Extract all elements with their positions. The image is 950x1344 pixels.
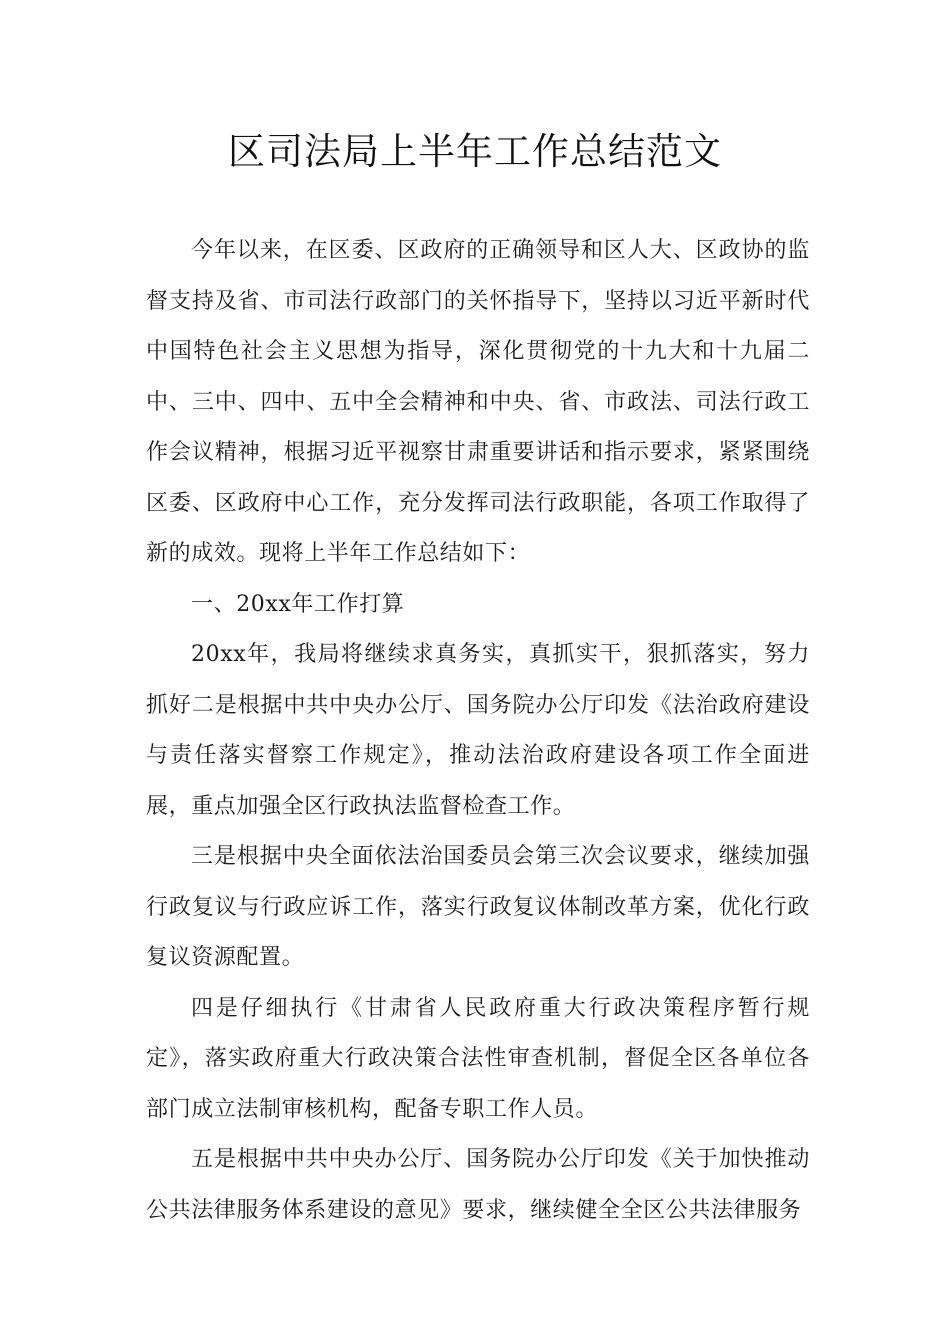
paragraph-item-three: 三是根据中央全面依法治国委员会第三次会议要求，继续加强行政复议与行政应诉工作，落实行政复议体制改革方案，优化行政复议资源配置。: [146, 844, 810, 970]
paragraph-item-four: 四是仔细执行《甘肃省人民政府重大行政决策程序暂行规定》，落实政府重大行政决策合法性审查机制，督促全区各单位各部门成立法制审核机构，配备专职工作人员。: [146, 995, 810, 1122]
section-heading-plan: 一、20xx年工作打算: [191, 591, 405, 617]
paragraph-intro: 今年以来，在区委、区政府的正确领导和区人大、区政协的监督支持及省、市司法行政部门的关怀指导下，坚持以习近平新时代中国特色社会主义思想为指导，深化贯彻党的十九大和十九届二中、三中、四中、五中全会精神和中央、省、市政法、司法行政工作会议精神，根据习近平视察甘肃重要讲话和指示要求，紧紧围绕区委、区政府中心工作，充分发挥司法行政职能，各项工作取得了新的成效。现将上半年工作总结如下：: [146, 238, 810, 566]
document-title: 区司法局上半年工作总结范文: [228, 130, 722, 173]
paragraph-item-five: 五是根据中共中央办公厅、国务院办公厅印发《关于加快推动公共法律服务体系建设的意见》要求，继续健全全区公共法律服务: [146, 1147, 810, 1223]
document-body: [146, 226, 810, 1236]
paragraph-plan-overview: 20xx年，我局将继续求真务实，真抓实干，狠抓落实，努力抓好二是根据中共中央办公厅、国务院办公厅印发《法治政府建设与责任落实督察工作规定》，推动法治政府建设各项工作全面进展，重点加强全区行政执法监督检查工作。: [146, 642, 810, 819]
